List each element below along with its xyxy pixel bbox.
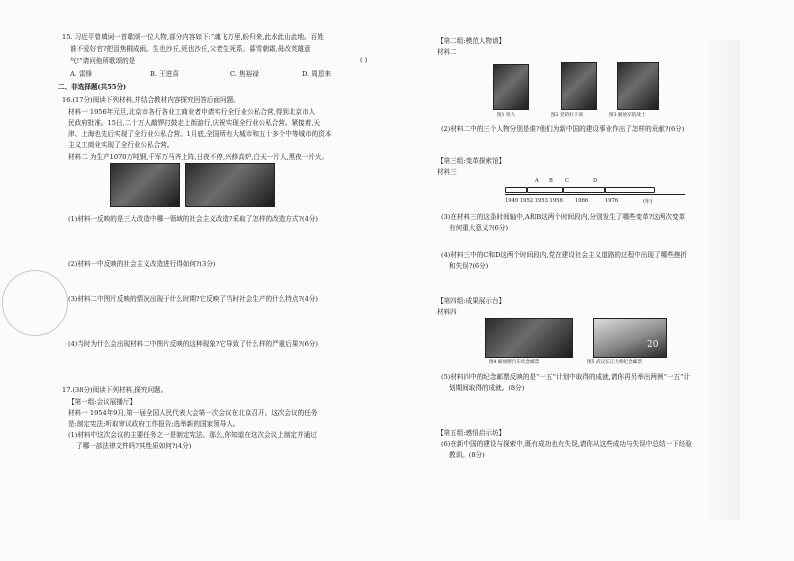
group5-title: 【第五组:感悟启示坊】 [437, 429, 506, 437]
q16-material1-line3: 津、上海也先后实现了全行业公私合营。1月底,全国所有大城市和五十多个中等城市的资本 [68, 130, 332, 138]
q16-question4: (4)当时为什么会出现材料二中图片反映的这种现象?它导致了什么样的严重后果?(6分) [68, 340, 318, 348]
timeline-year-1976: 1976 [605, 198, 619, 204]
fig5-caption: 图5 武汉长江大桥纪念邮票 [587, 360, 642, 365]
backyard-furnace-photo [185, 163, 275, 207]
q17-question5-line1: (5)材料四中的纪念邮票反映的是“一五”计划中取得的成就,请你再另举出两例“一五”计 [441, 373, 691, 381]
q16-material1-line1: 材料一 1956年元旦,北京市各行各业工商业者申请实行全行业公私合营,得到北京市人 [68, 108, 316, 116]
group3-title: 【第三组:变革探索馆】 [437, 157, 506, 165]
q16-material1-line4: 主义工商业实现了全行业公私合营。 [68, 141, 174, 149]
timeline-letter-c: C [565, 178, 569, 184]
q17-question6-line2: 教训。(8分) [449, 451, 485, 459]
fig4-caption: 图4 解放牌汽车纪念邮票 [489, 360, 540, 365]
timeline-letter-a: A [535, 178, 539, 184]
q17-question6-line1: (6)在新中国的建设与探索中,既有成功也有失误,请你从这些成功与失误中总结一下经验 [441, 440, 692, 448]
q15-option-a: A. 雷锋 [70, 70, 93, 78]
timeline-segment-a [505, 187, 527, 193]
portrait-1 [493, 64, 529, 110]
q16-question3: (3)材料二中图片反映的情况出现于什么时期?它反映了当时社会生产的什么特点?(4分) [68, 295, 318, 303]
fig2-caption: 图2 党的好干部 [551, 113, 583, 118]
right-margin-shadow [700, 40, 740, 520]
material4-title: 材料四 [437, 308, 457, 316]
timeline-unit: (年) [643, 199, 653, 205]
stamp-value: 20 [647, 340, 659, 350]
truck-stamp-image [485, 318, 573, 358]
q17-question1-line1: (1)材料中这次会议的主要任务之一是制定宪法。那么,你知道在这次会议上制定并通过 [68, 431, 317, 439]
timeline-years-start: 1949 1952 1953 1956 [505, 198, 563, 204]
q15-line3: 气!”请问他所歌颂的是 [70, 57, 136, 65]
q16-material2: 材料二 为生产1070万吨钢,千军万马齐上阵,日夜不停,兴修高炉,白天一片人,黑夜一片火。 [68, 153, 329, 161]
timeline-axis [505, 194, 685, 195]
portrait-3 [617, 62, 659, 110]
timeline-segment-d [605, 187, 655, 193]
group2-title: 【第二组:模范人物谱】 [437, 37, 506, 45]
timeline-letter-d: D [593, 178, 598, 184]
q17-question4-line1: (4)材料三中的C和D这两个时间段内,党在建设社会主义道路的过程中出现了哪些挫折 [441, 251, 687, 259]
q15-option-b: B. 王进喜 [150, 70, 179, 78]
q17-question4-line2: 和失误?(6分) [449, 262, 489, 270]
q15-line1: 15. 习近平曾填词一首歌颂一位人物,部分内容如下:“魂飞万里,盼归来,此水此山此地。百姓 [62, 33, 324, 41]
timeline-letter-b: B [549, 178, 553, 184]
bridge-stamp-image [593, 318, 667, 358]
q17-question3-line2: 有何重大意义?(6分) [449, 224, 509, 232]
material2-title: 材料二 [437, 48, 457, 56]
timeline-segment-c [563, 187, 605, 193]
q17-question3-line1: (3)在材料三的这条时间轴中,A和B这两个时间段内,分别发生了哪些变革?这两次变革 [441, 213, 686, 221]
portrait-2 [561, 62, 597, 110]
q16-header: 16.(17分)阅读下列材料,并结合教材内容探究回答后面问题。 [62, 96, 240, 104]
q17-question2: (2)材料二中的三个人物分别是谁?他们为新中国的建设事业作出了怎样的贡献?(6分) [441, 125, 685, 133]
q16-question1: (1)材料一反映的是三大改造中哪一领域的社会主义改造?采取了怎样的改造方式?(4分) [68, 215, 318, 223]
q17-material1-line1: 材料一 1954年9月,第一届全国人民代表大会第一次会议在北京召开。这次会议的任务 [68, 409, 318, 417]
timeline-segment-b [527, 187, 563, 193]
q16-question2: (2)材料一中反映的社会主义改造进行得如何?(3分) [68, 260, 216, 268]
q17-question1-line2: 了哪一部法律文件吗?其性质如何?(4分) [76, 442, 192, 450]
timeline-year-1966: 1966 [575, 198, 589, 204]
fig3-caption: 图3 解放军的战士 [609, 113, 646, 118]
q17-material1-line2: 是:制定宪法;听取审议政府工作报告;选举新的国家领导人。 [68, 420, 240, 428]
q15-line2: 谁不爱好官?把泪焦桐成雨。生也沙丘,死也沙丘,父老生死系。暮雪朝霜,毋改英雄意 [70, 45, 311, 53]
q17-header: 17.(38分)阅读下列材料,探究问题。 [62, 386, 168, 394]
fig1-caption: 图1 铁人 [497, 113, 516, 118]
q15-option-d: D. 周恩来 [302, 70, 332, 78]
q16-material1-line2: 民政府批准。15日,二十万人敲锣打鼓走上街游行,庆祝实现全行业公私合营。紧接着,天 [68, 119, 321, 127]
q17-group1: 【第一组:会议展播厅】 [68, 398, 137, 406]
q17-question5-line2: 划期间取得的成就。(8分) [449, 384, 525, 392]
section-2-heading: 二、非选择题(共55分) [58, 83, 127, 91]
q15-answer-paren: ( ) [360, 56, 368, 64]
steelmaking-crowd-photo [110, 163, 180, 207]
material3-title: 材料三 [437, 168, 457, 176]
faint-seal [2, 270, 68, 336]
group4-title: 【第四组:成果展示台】 [437, 297, 506, 305]
q15-option-c: C. 焦裕禄 [230, 70, 259, 78]
